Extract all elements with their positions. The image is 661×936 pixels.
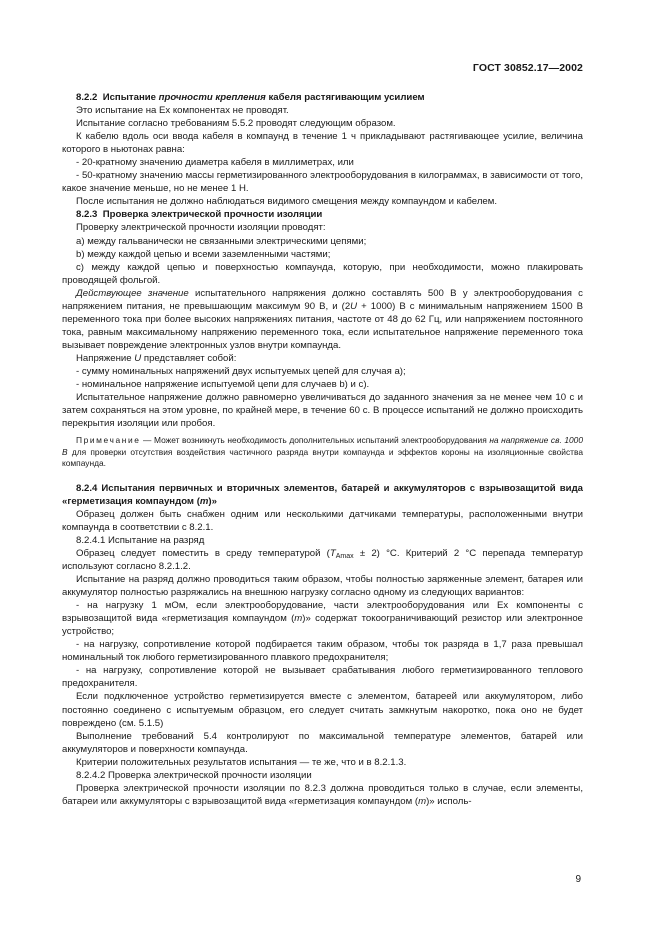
document-body: [62, 91, 583, 808]
paragraph: Образец следует поместить в среду температурой $(T_{Amax} \pm 2)$ °C. Критерий 2 °C перепада температур используют согласно 8.2.1.2.: [62, 547, 583, 572]
note: Примечание — Может возникнуть необходимость дополнительных испытаний электрооборудования на напряжение св. 1000 В для проверки отсутствия воздействия частичного разряда внутри компаунда и эффектов короны на изоляционные свойства компаунда.: [62, 435, 584, 469]
list-item: - 50-кратному значению массы герметизированного электрооборудования в килограммах, в зависимости от того, какое значение меньше, но не менее 1 Н.: [62, 170, 583, 195]
list-item: c) между каждой цепью и поверхностью компаунда, которую, при необходимости, можно плакировать проводящей фольгой.: [62, 261, 583, 286]
paragraph: Критерии положительных результатов испытания — те же, что и в 8.2.1.3.: [76, 756, 407, 768]
paragraph: Испытание на разряд должно проводиться таким образом, чтобы полностью заряженные элемент, батарея или аккумулятор полностью разряжались на внешнюю нагрузку согласно одному из следующих вариантов:: [62, 574, 583, 599]
page-number: 9: [575, 874, 581, 885]
subsection-heading: 8.2.4.1 Испытание на разряд: [76, 534, 205, 546]
paragraph: Испытание согласно требованиям 5.5.2 проводят следующим образом.: [76, 118, 396, 130]
paragraph: Проверка электрической прочности изоляции по 8.2.3 должна проводиться только в случае, если элементы, батареи или аккумуляторы с взрывозащитой вида «герметизация компаундом (m)» исполь-: [62, 782, 583, 807]
paragraph: Выполнение требований 5.4 контролируют по максимальной температуре элементов, батарей или аккумуляторов и поверхности компаунда.: [62, 730, 583, 755]
section-8-2-2-heading: 8.2.2 Испытание прочности крепления кабеля растягивающим усилием: [76, 92, 425, 103]
list-item: - номинальное напряжение испытуемой цепи для случаев b) и c).: [76, 379, 370, 391]
list-item: b) между каждой цепью и всеми заземленными частями;: [76, 248, 331, 260]
paragraph: Действующее значение испытательного напряжения должно составлять 500 В у электрооборудования с напряжением питания, не превышающим максимум 90 В, и (2U + 1000) В с минимальным напряжением 1500 В переменного тока при более высоких напряжениях питания, частоте от 48 до 62 Гц, или напряжением постоянного тока, равным максимальному напряжению переменного тока, если испытательное напряжение переменного тока вызывает повреждение электронных узлов внутри компаунда.: [62, 287, 583, 351]
section-8-2-3-heading: 8.2.3 Проверка электрической прочности изоляции: [76, 209, 323, 221]
section-8-2-4-heading: 8.2.4 Испытания первичных и вторичных элементов, батарей и аккумуляторов с взрывозащитой вида «герметизация компаундом (m)»: [62, 482, 583, 507]
document-code: ГОСТ 30852.17—2002: [472, 62, 583, 74]
paragraph: Это испытание на Ex компонентах не проводят.: [76, 105, 289, 117]
list-item: - на нагрузку, сопротивление которой подбирается таким образом, чтобы ток разряда в 1,7 раза превышал номинальный ток любого герметизированного плавкого предохранителя;: [62, 639, 583, 664]
paragraph: Испытательное напряжение должно равномерно увеличиваться до заданного значения за не менее чем 10 с и затем сохраняться на этом уровне, по крайней мере, в течение 60 с. В процессе испытаний не должно происходить перекрытия изоляции или пробоя.: [62, 392, 583, 430]
list-item: - сумму номинальных напряжений двух испытуемых цепей для случая a);: [76, 365, 406, 377]
list-item: - на нагрузку, сопротивление которой не вызывает срабатывания любого герметизированного теплового предохранителя.: [62, 665, 583, 690]
paragraph: Напряжение U представляет собой:: [76, 352, 237, 364]
list-item: - на нагрузку 1 мОм, если электрооборудование, части электрооборудования или Ex компоненты с взрывозащитой вида «герметизация компаундом (m)» содержат токоограничивающий резистор или электронное устройство;: [62, 600, 583, 638]
paragraph: Если подключенное устройство герметизируется вместе с элементом, батареей или аккумулятором, либо постоянно соединено с испытуемым образцом, его следует считать замкнутым накоротко, пока оно не будет повреждено (см. 5.1.5): [62, 691, 583, 729]
paragraph: К кабелю вдоль оси ввода кабеля в компаунд в течение 1 ч прикладывают растягивающее усилие, величина которого в ньютонах равна:: [62, 131, 583, 156]
paragraph: Образец должен быть снабжен одним или несколькими датчиками температуры, расположенными внутри компаунда в соответствии с 8.2.1.: [62, 508, 583, 533]
paragraph: После испытания не должно наблюдаться видимого смещения между компаундом и кабелем.: [76, 196, 498, 208]
subsection-heading: 8.2.4.2 Проверка электрической прочности изоляции: [76, 769, 312, 781]
paragraph: Проверку электрической прочности изоляции проводят:: [76, 222, 326, 234]
list-item: - 20-кратному значению диаметра кабеля в миллиметрах, или: [76, 157, 354, 169]
list-item: a) между гальванически не связанными электрическими цепями;: [76, 235, 367, 247]
